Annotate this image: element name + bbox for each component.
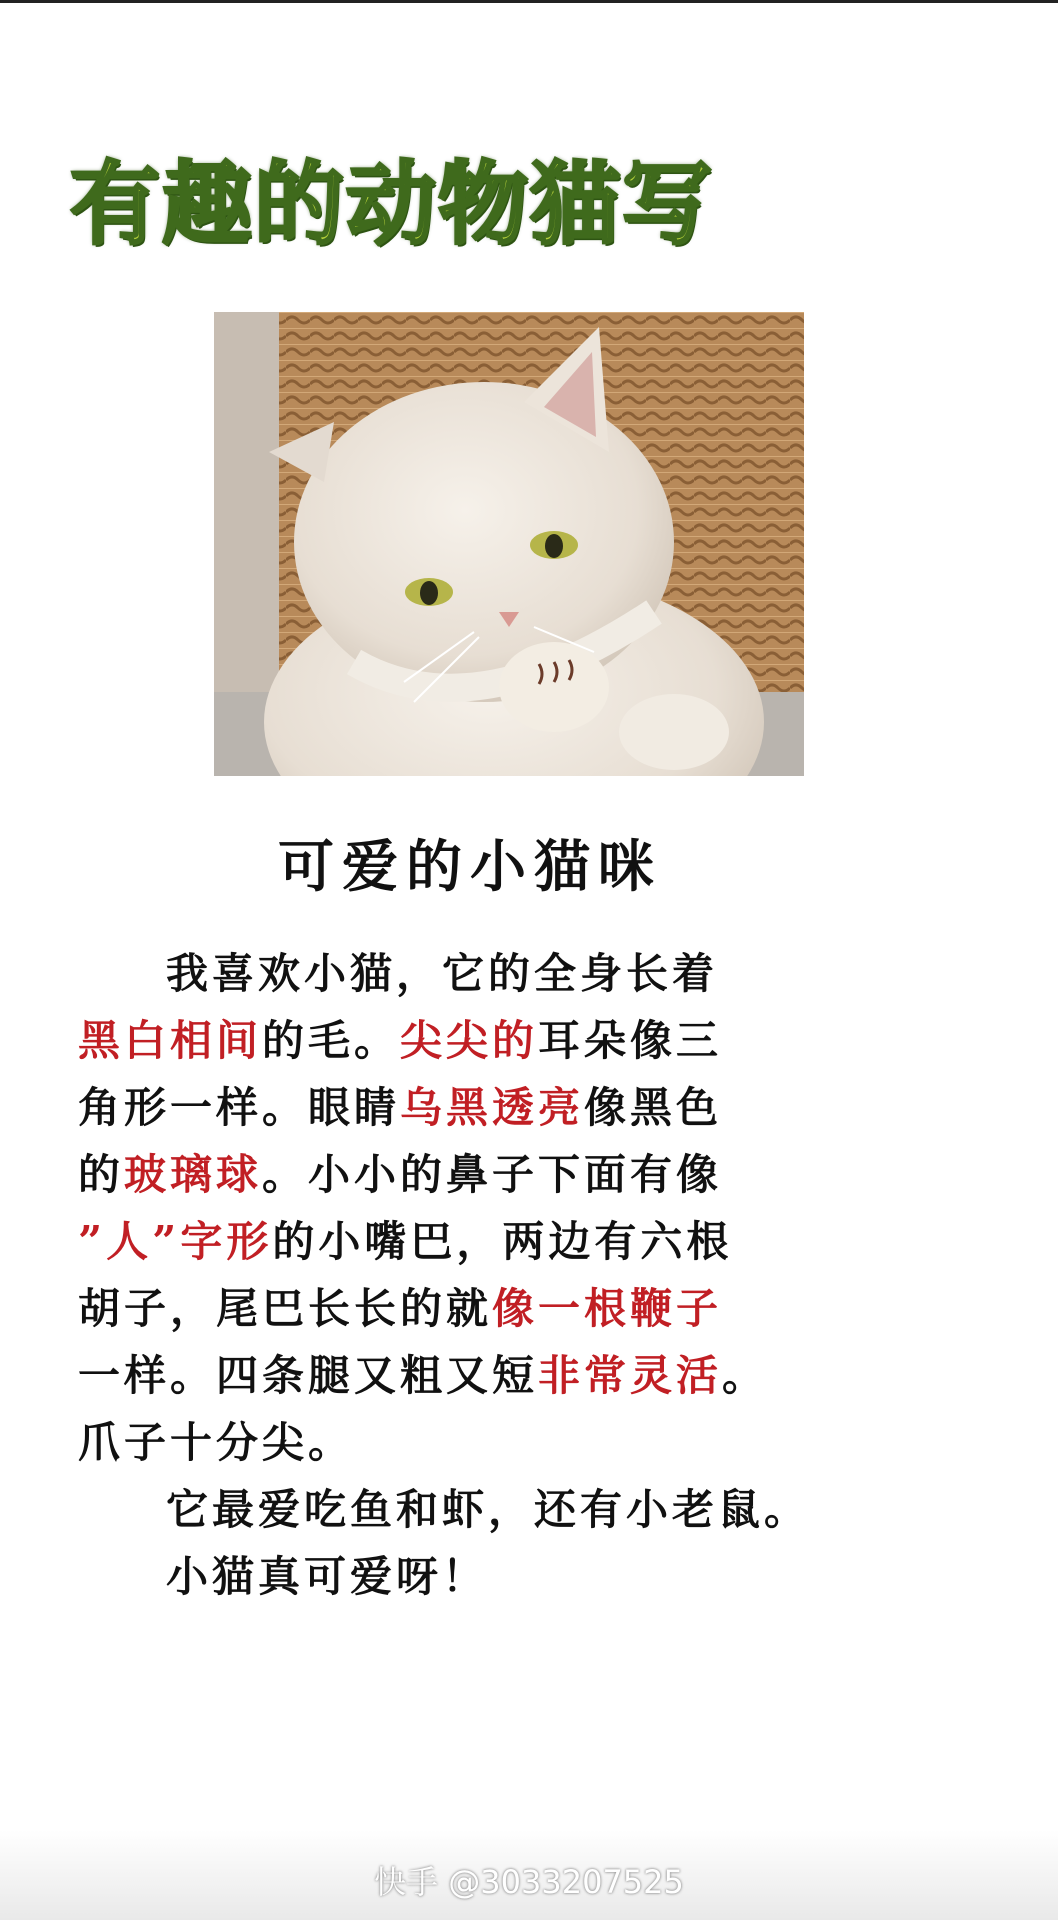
story-text-segment: 我喜欢小猫，它的全身长着 bbox=[166, 949, 719, 998]
story-text-segment: 耳朵像三 bbox=[538, 1016, 723, 1065]
story-line-1 bbox=[78, 940, 1018, 1007]
highlight-text: 像一根鞭子 bbox=[492, 1284, 723, 1333]
cat-illustration bbox=[214, 312, 804, 776]
story-text-segment: 胡子，尾巴长长的就 bbox=[78, 1284, 493, 1333]
story-line-3 bbox=[78, 1074, 1018, 1141]
story-text-segment: 。 bbox=[722, 1351, 769, 1400]
story-text-segment: 一样。四条腿又粗又短 bbox=[78, 1351, 539, 1400]
story-text-segment: 角形一样。眼睛 bbox=[78, 1083, 401, 1132]
story-line-8 bbox=[78, 1409, 1018, 1476]
story-text-segment: 小猫真可爱呀！ bbox=[166, 1552, 489, 1601]
highlight-text: 非常灵活 bbox=[538, 1351, 723, 1400]
story-line-10 bbox=[78, 1543, 1018, 1610]
highlight-text: 尖尖的 bbox=[400, 1016, 539, 1065]
story-text-segment: 的小嘴巴，两边有六根 bbox=[272, 1217, 733, 1266]
story-line-2 bbox=[78, 1007, 1018, 1074]
highlight-text: 黑白相间 bbox=[78, 1016, 263, 1065]
cat-photo bbox=[214, 312, 804, 776]
story-line-6 bbox=[78, 1275, 1018, 1342]
story-text-segment: 像黑色 bbox=[584, 1083, 723, 1132]
watermark-text: 快手 @3033207525 bbox=[374, 1863, 684, 1901]
story-line-7 bbox=[78, 1342, 1018, 1409]
story-line-4 bbox=[78, 1141, 1018, 1208]
page-title: 有趣的动物猫写 bbox=[70, 152, 714, 257]
highlight-text: 玻璃球 bbox=[124, 1150, 263, 1199]
story-text-segment: 的 bbox=[78, 1150, 125, 1199]
story-text-segment: 爪子十分尖。 bbox=[78, 1418, 355, 1467]
story-text bbox=[78, 940, 1018, 1610]
top-border bbox=[0, 0, 1058, 3]
highlight-text: 乌黑透亮 bbox=[400, 1083, 585, 1132]
story-line-9 bbox=[78, 1476, 1018, 1543]
highlight-text: ”人”字形 bbox=[78, 1217, 273, 1266]
story-text-segment: 它最爱吃鱼和虾，还有小老鼠。 bbox=[166, 1485, 811, 1534]
story-title: 可爱的小猫咪 bbox=[278, 834, 662, 900]
story-text-segment: 。小小的鼻子下面有像 bbox=[262, 1150, 723, 1199]
story-text-segment: 的毛。 bbox=[262, 1016, 401, 1065]
story-line-5 bbox=[78, 1208, 1018, 1275]
